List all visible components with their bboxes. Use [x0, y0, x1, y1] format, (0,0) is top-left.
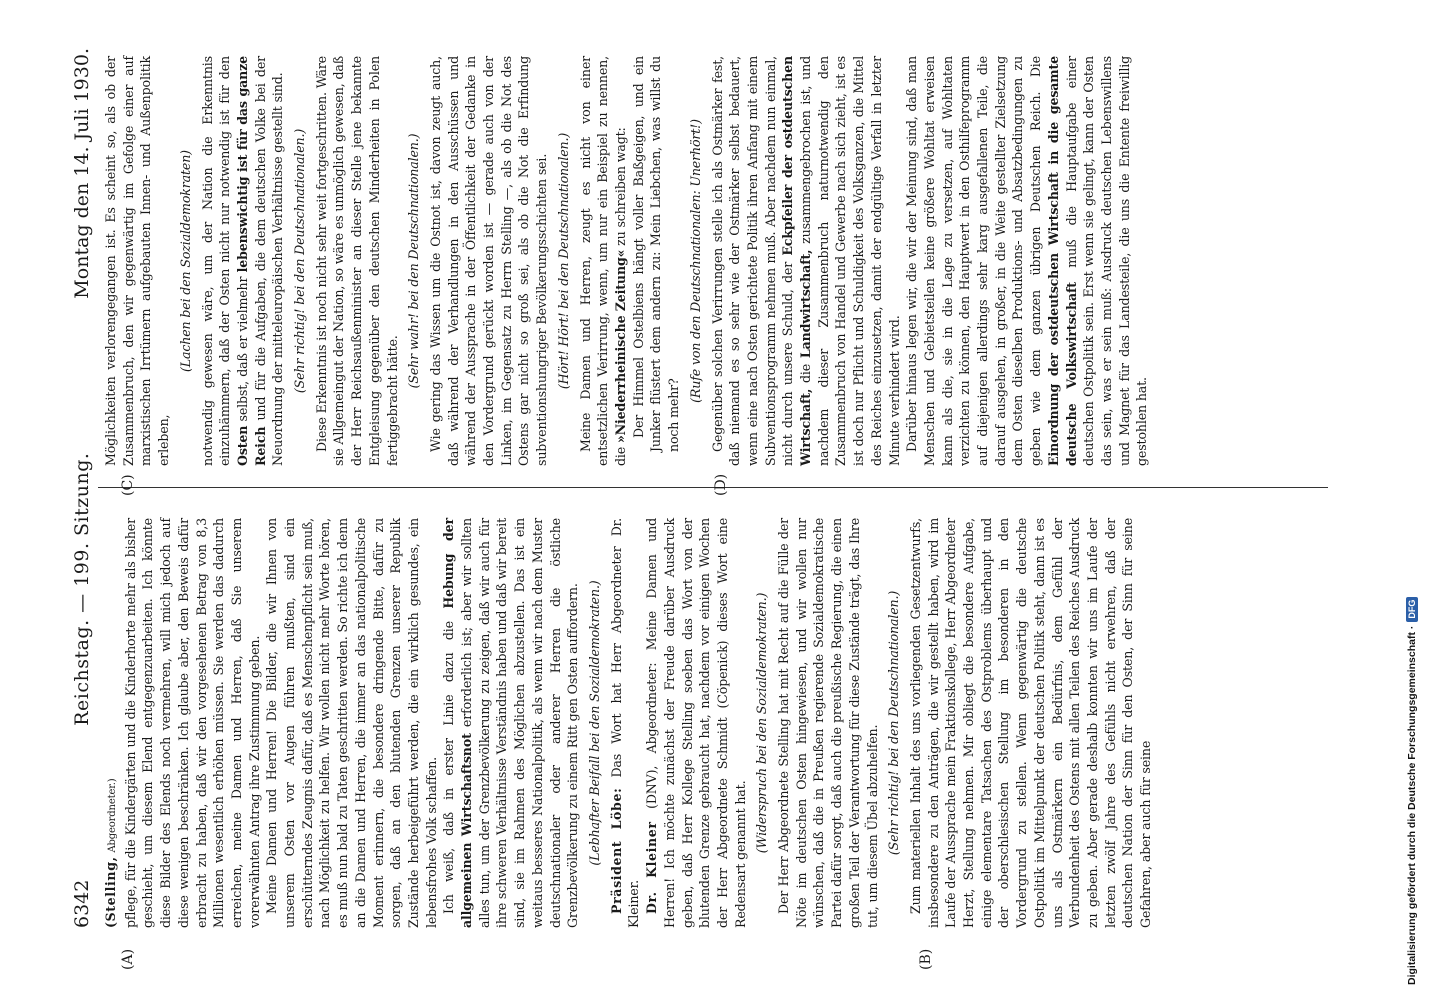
emphasis: Einordnung der ostdeutschen Wirtschaft in die gesamte deutsche Volkswirtschaft	[1045, 56, 1079, 466]
left-column	[102, 518, 1155, 928]
interjection: (Sehr richtig! bei den Deutschnationalen.)	[886, 590, 902, 856]
paragraph: Gegenüber solchen Verirrungen stelle ich als Ostmärker fest, daß niemand es so sehr wie der Ostmärker selbst bedauert, wenn eine nach Osten gerichtete Politik ihren Anfang mit einem Subventionsprogramm nehmen muß. Aber nachdem nun einmal, nicht durch unsere Schuld, der Eckpfeiler der ostdeutschen Wirtschaft, die Landwirtschaft, zusammengebrochen ist, und nachdem dieser Zusammenbruch naturnotwendig den Zusammenbruch von Handel und Gewerbe nach sich zieht, ist es ist doch nur Pflicht und Schuldigkeit des Volksganzen, die Mittel des Reiches einzusetzen, damit der endgültige Verfall in letzter Minute verhindert wird.	[709, 56, 902, 466]
paragraph: Ich weiß, daß in erster Linie dazu die Hebung der allgemeinen Wirtschaftsnot erforderlich ist; aber wir sollten alles tun, um der Grenzbevölkerung zu zeigen, daß wir auch für ihre schweren Verhältnisse Verständnis haben und daß wir bereit sind, sie im Rahmen des Möglichen abzustellen. Das ist ein weitaus besseres Nationalpolitik, als wenn wir nach dem Muster deutschnationaler oder anderer Herren die östliche Grenzbevölkerung zu einem Ritt gen Osten auffordern.	[441, 518, 581, 928]
paragraph: Meine Damen und Herren! Die Bilder, die wir Ihnen von unserem Osten vor Augen führen mußten, sind ein erschütterndes Zeugnis dafür, daß es Menschenpflicht sein muß, nach Möglichkeit zu helfen. Wir wollen nicht mehr Worte hören, es muß nun bald zu Taten geschritten werden. So richte ich denn an die Damen und Herren, die immer an das nationalpolitische Moment erinnern, die besondere dringende Bitte, dafür zu sorgen, daß an den blutenden Grenzen unserer Republik Zustände herbeigeführt werden, die ein wirklich gesundes, ein lebensfrohes Volk schaffen.	[264, 518, 439, 928]
speaker-name: Präsident Löbe:	[608, 787, 624, 914]
emphasis: Hebung der allgemeinen Wirtschaftsnot	[441, 518, 475, 928]
margin-marker-c: (C)	[120, 474, 136, 496]
quotation: Der Himmel Ostelbiens hängt voller Baßgeigen, und ein Junker flüstert dem andern zu: Mein Liebchen, was willst du noch mehr?	[630, 56, 682, 452]
paragraph: pflege, für die Kindergärten und die Kinderhorte mehr als bisher geschieht, um diesem Elend entgegenzuarbeiten. Ich könnte diese Bilder des Elends noch vermehren, will mich jedoch auf diese wenigen beschränken. Ich glaube aber, den Beweis dafür erbracht zu haben, daß wir den vorgesehenen Betrag von 8,3 Millionen wesentlich erhöhen müssen. Sie werden das dadurch erreichen, meine Damen und Herren, daß Sie unserem vorerwähnten Antrag ihre Zustimmung geben.	[122, 518, 262, 928]
emphasis: lebenswichtig ist für das ganze Reich	[234, 56, 268, 466]
margin-marker-b: (B)	[918, 948, 934, 970]
emphasis: Landwirtschaft,	[798, 249, 814, 359]
paragraph: Darüber hinaus legen wir, die wir der Meinung sind, daß man Menschen und Gebietsteilen keine größere Wohltat erweisen kann als die, sie in die Lage zu versetzen, auf Wohltaten verzichten zu können, den Hauptwert in den Osthilfeprogramm auf diejenigen allerdings sehr karg ausgefallenen Teile, die darauf ausgehen, in großer, in die Weite gestellter Zielsetzung dem Osten dieselben Produktions- und Absatzbedingungen zu geben wie dem ganzen übrigen Deutschen Reich. Die Einordnung der ostdeutschen Wirtschaft in die gesamte deutsche Volkswirtschaft muß die Hauptaufgabe einer deutschen Ostpolitik sein. Erst wenn sie gelingt, kann der Osten das sein, was er sein muß: Ausdruck deutschen Lebenswillens und Magnet für das Landesteile, die uns die Entente freiwillig gestohlen hat.	[904, 56, 1150, 466]
session-title: Reichstag. — 199. Sitzung.	[71, 452, 93, 726]
interjection: (Sehr wahr! bei den Deutschnationalen.)	[406, 133, 422, 389]
paragraph: Wie gering das Wissen um die Ostnot ist, davon zeugt auch, daß während der Verhandlungen in den Ausschüssen und während der Aussprache in der Öffentlichkeit der Gedanke in den Vordergrund gerückt worden ist — gerade auch von der Linken, im Gegensatz zu Herrn Stelling —, als ob die Not des Ostens gar nicht so groß sei, als ob die Not die Erfindung subventionshungriger Bevölkerungsschichten sei.	[427, 56, 550, 466]
margin-marker-a: (A)	[120, 948, 136, 970]
interjection: (Sehr richtig! bei den Deutschnationalen.)	[292, 128, 308, 394]
emphasis: »Niederrheinische Zeitung«	[612, 249, 628, 444]
session-date: Montag den 14. Juli 1930.	[71, 48, 93, 299]
right-column	[102, 56, 1151, 466]
paragraph	[102, 518, 122, 928]
emphasis: Osten	[234, 425, 250, 466]
paragraph: Zum materiellen Inhalt des uns vorliegenden Gesetzentwurfs, insbesondere zu den Anträgen, die wir gestellt haben, wird im Laufe der Aussprache mein Fraktionskollege, Herr Abgeordneter Herzt, Stellung nehmen. Mir obliegt die besondere Aufgabe, einige elementare Tatsachen des Ostproblems überhaupt und der oberschlesischen Stellung im besonderen in den Vordergrund zu stellen. Wenn gegenwärtig die deutsche Ostpolitik im Mittelpunkt der deutschen Politik steht, dann ist es uns als Ostmärkern ein Bedürfnis, dem Gefühl der Verbundenheit des Ostens mit allen Teilen des Reiches Ausdruck zu geben. Aber gerade deshalb konnten wir uns im Laufe der letzten zwölf Jahre des Gefühls nicht erwehren, daß der deutschen Nation der Sinn für den Osten, der Sinn für seine Gefahren, aber auch für seine	[907, 518, 1154, 928]
credit-text: Digitalisierung gefördert durch die Deutsche Forschungsgemeinschaft ·	[1406, 625, 1418, 985]
interjection: (Lachen bei den Sozialdemokraten)	[177, 150, 193, 372]
interjection: (Lebhafter Beifall bei den Sozialdemokraten.)	[586, 580, 602, 866]
paragraph: Diese Erkenntnis ist noch nicht sehr weit fortgeschritten. Wäre sie Allgemeingut der Nation, so wäre es unmöglich gewesen, daß der Herr Reichsaußenminister an dieser Stelle jene bekannte Entgleisung gegenüber den deutschen Minderheiten in Polen fertiggebracht hätte.	[313, 56, 400, 466]
paragraph: Präsident Löbe: Das Wort hat Herr Abgeordneter Dr. Kleiner.	[608, 518, 642, 928]
speaker-role: Abgeordneter.)	[107, 778, 118, 853]
speaker-reference: (Stelling,	[103, 856, 118, 928]
paragraph: Möglichkeiten verlorengegangen ist. Es scheint so, als ob der Zusammenbruch, den wir gegenwärtig im Gefolge einer auf marxistischen Irrtümern aufgebauten Innen- und Außenpolitik erleben,	[103, 56, 172, 466]
paragraph: Meine Damen und Herren, zeugt es nicht von einer entsetzlichen Verirrung, wenn, um nur ein Beispiel zu nennen, die »Niederrheinische Zeitung« zu schreiben wagt:	[577, 56, 628, 466]
emphasis: Eckpfeiler der ostdeutschen Wirtschaft,	[780, 56, 814, 466]
speaker-name: Dr. Kleiner	[644, 821, 660, 914]
margin-marker-d: (D)	[713, 473, 729, 496]
interjection: (Widerspruch bei den Sozialdemokraten.)	[754, 592, 770, 854]
page-sheet	[58, 48, 1328, 970]
interjection: (Rufe von den Deutschnationalen: Unerhört!)	[687, 119, 703, 403]
digitization-credit	[1394, 0, 1434, 1000]
page-number: 6342	[71, 879, 93, 928]
paragraph: notwendig gewesen wäre, um der Nation die Erkenntnis einzuhämmern, daß der Osten nicht nur notwendig ist für den Osten selbst, daß er vielmehr lebenswichtig ist für das ganze Reich und für die Aufgaben, die dem deutschen Volke bei der Neuordnung der mitteleuropäischen Verhältnisse gestellt sind.	[199, 56, 286, 466]
running-head	[58, 48, 92, 928]
interjection: (Hört! Hört! bei den Deutschnationalen.)	[555, 132, 571, 390]
paragraph: Dr. Kleiner (DNV), Abgeordneter: Meine Damen und Herren! Ich möchte zunächst der Freude darüber Ausdruck geben, daß Herr Kollege Stelling soeben das Wort von der blutenden Grenze gebraucht hat, nachdem vor einigen Wochen der Herr Abgeordnete Schmidt (Cöpenick) dieses Wort eine Redensart genannt hat.	[644, 518, 748, 928]
paragraph: Der Herr Abgeordnete Stelling hat mit Recht auf die Fülle der Nöte im deutschen Osten hingewiesen, und wir wollen nur wünschen, daß die in Preußen regierende Sozialdemokratische Partei dafür sorgt, daß auch die preußische Regierung, die einen großen Teil der Verantwortung für diese Zustände trägt, das Ihre tut, um diesem Übel abzuhelfen.	[776, 518, 880, 928]
dfg-logo: DFG	[1406, 597, 1418, 622]
